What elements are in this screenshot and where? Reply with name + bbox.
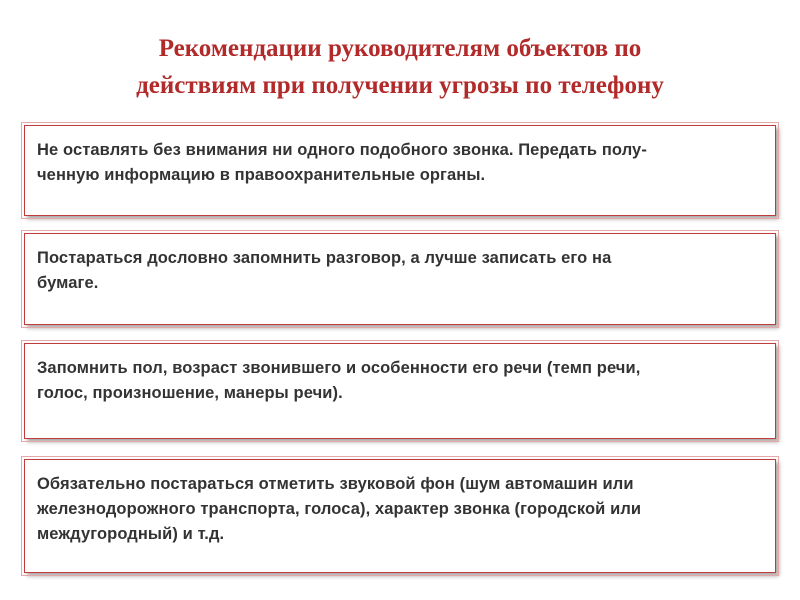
recommendation-2-line-1: Постараться дословно запомнить разговор, а лучше записать его на: [37, 249, 612, 267]
recommendation-4-line-2: железнодорожного транспорта, голоса), характер звонка (городской или: [37, 500, 642, 518]
recommendation-text-2: [37, 246, 763, 296]
recommendation-4-line-1: Обязательно постараться отметить звуковой фон (шум автомашин или: [37, 475, 634, 493]
title-line-1: Рекомендации руководителям объектов по: [158, 35, 642, 62]
recommendation-box-4: [24, 459, 776, 573]
recommendation-1-line-2: ченную информацию в правоохранительные органы.: [37, 166, 486, 184]
recommendation-2-line-2: бумаге.: [37, 274, 99, 292]
title-line-2: действиям при получении угрозы по телефону: [136, 72, 664, 99]
recommendation-1-line-1: Не оставлять без внимания ни одного подобного звонка. Передать полу-: [37, 141, 647, 159]
recommendation-box-2: [24, 233, 776, 325]
recommendation-4-line-3: междугородный) и т.д.: [37, 525, 225, 543]
recommendation-3-line-1: Запомнить пол, возраст звонившего и особенности его речи (темп речи,: [37, 359, 641, 377]
recommendation-text-3: [37, 356, 763, 406]
recommendation-3-line-2: голос, произношение, манеры речи).: [37, 384, 343, 402]
recommendation-text-4: [37, 472, 763, 547]
page-title: [0, 30, 800, 104]
recommendation-box-3: [24, 343, 776, 439]
recommendation-box-1: [24, 125, 776, 216]
recommendation-text-1: [37, 138, 763, 188]
